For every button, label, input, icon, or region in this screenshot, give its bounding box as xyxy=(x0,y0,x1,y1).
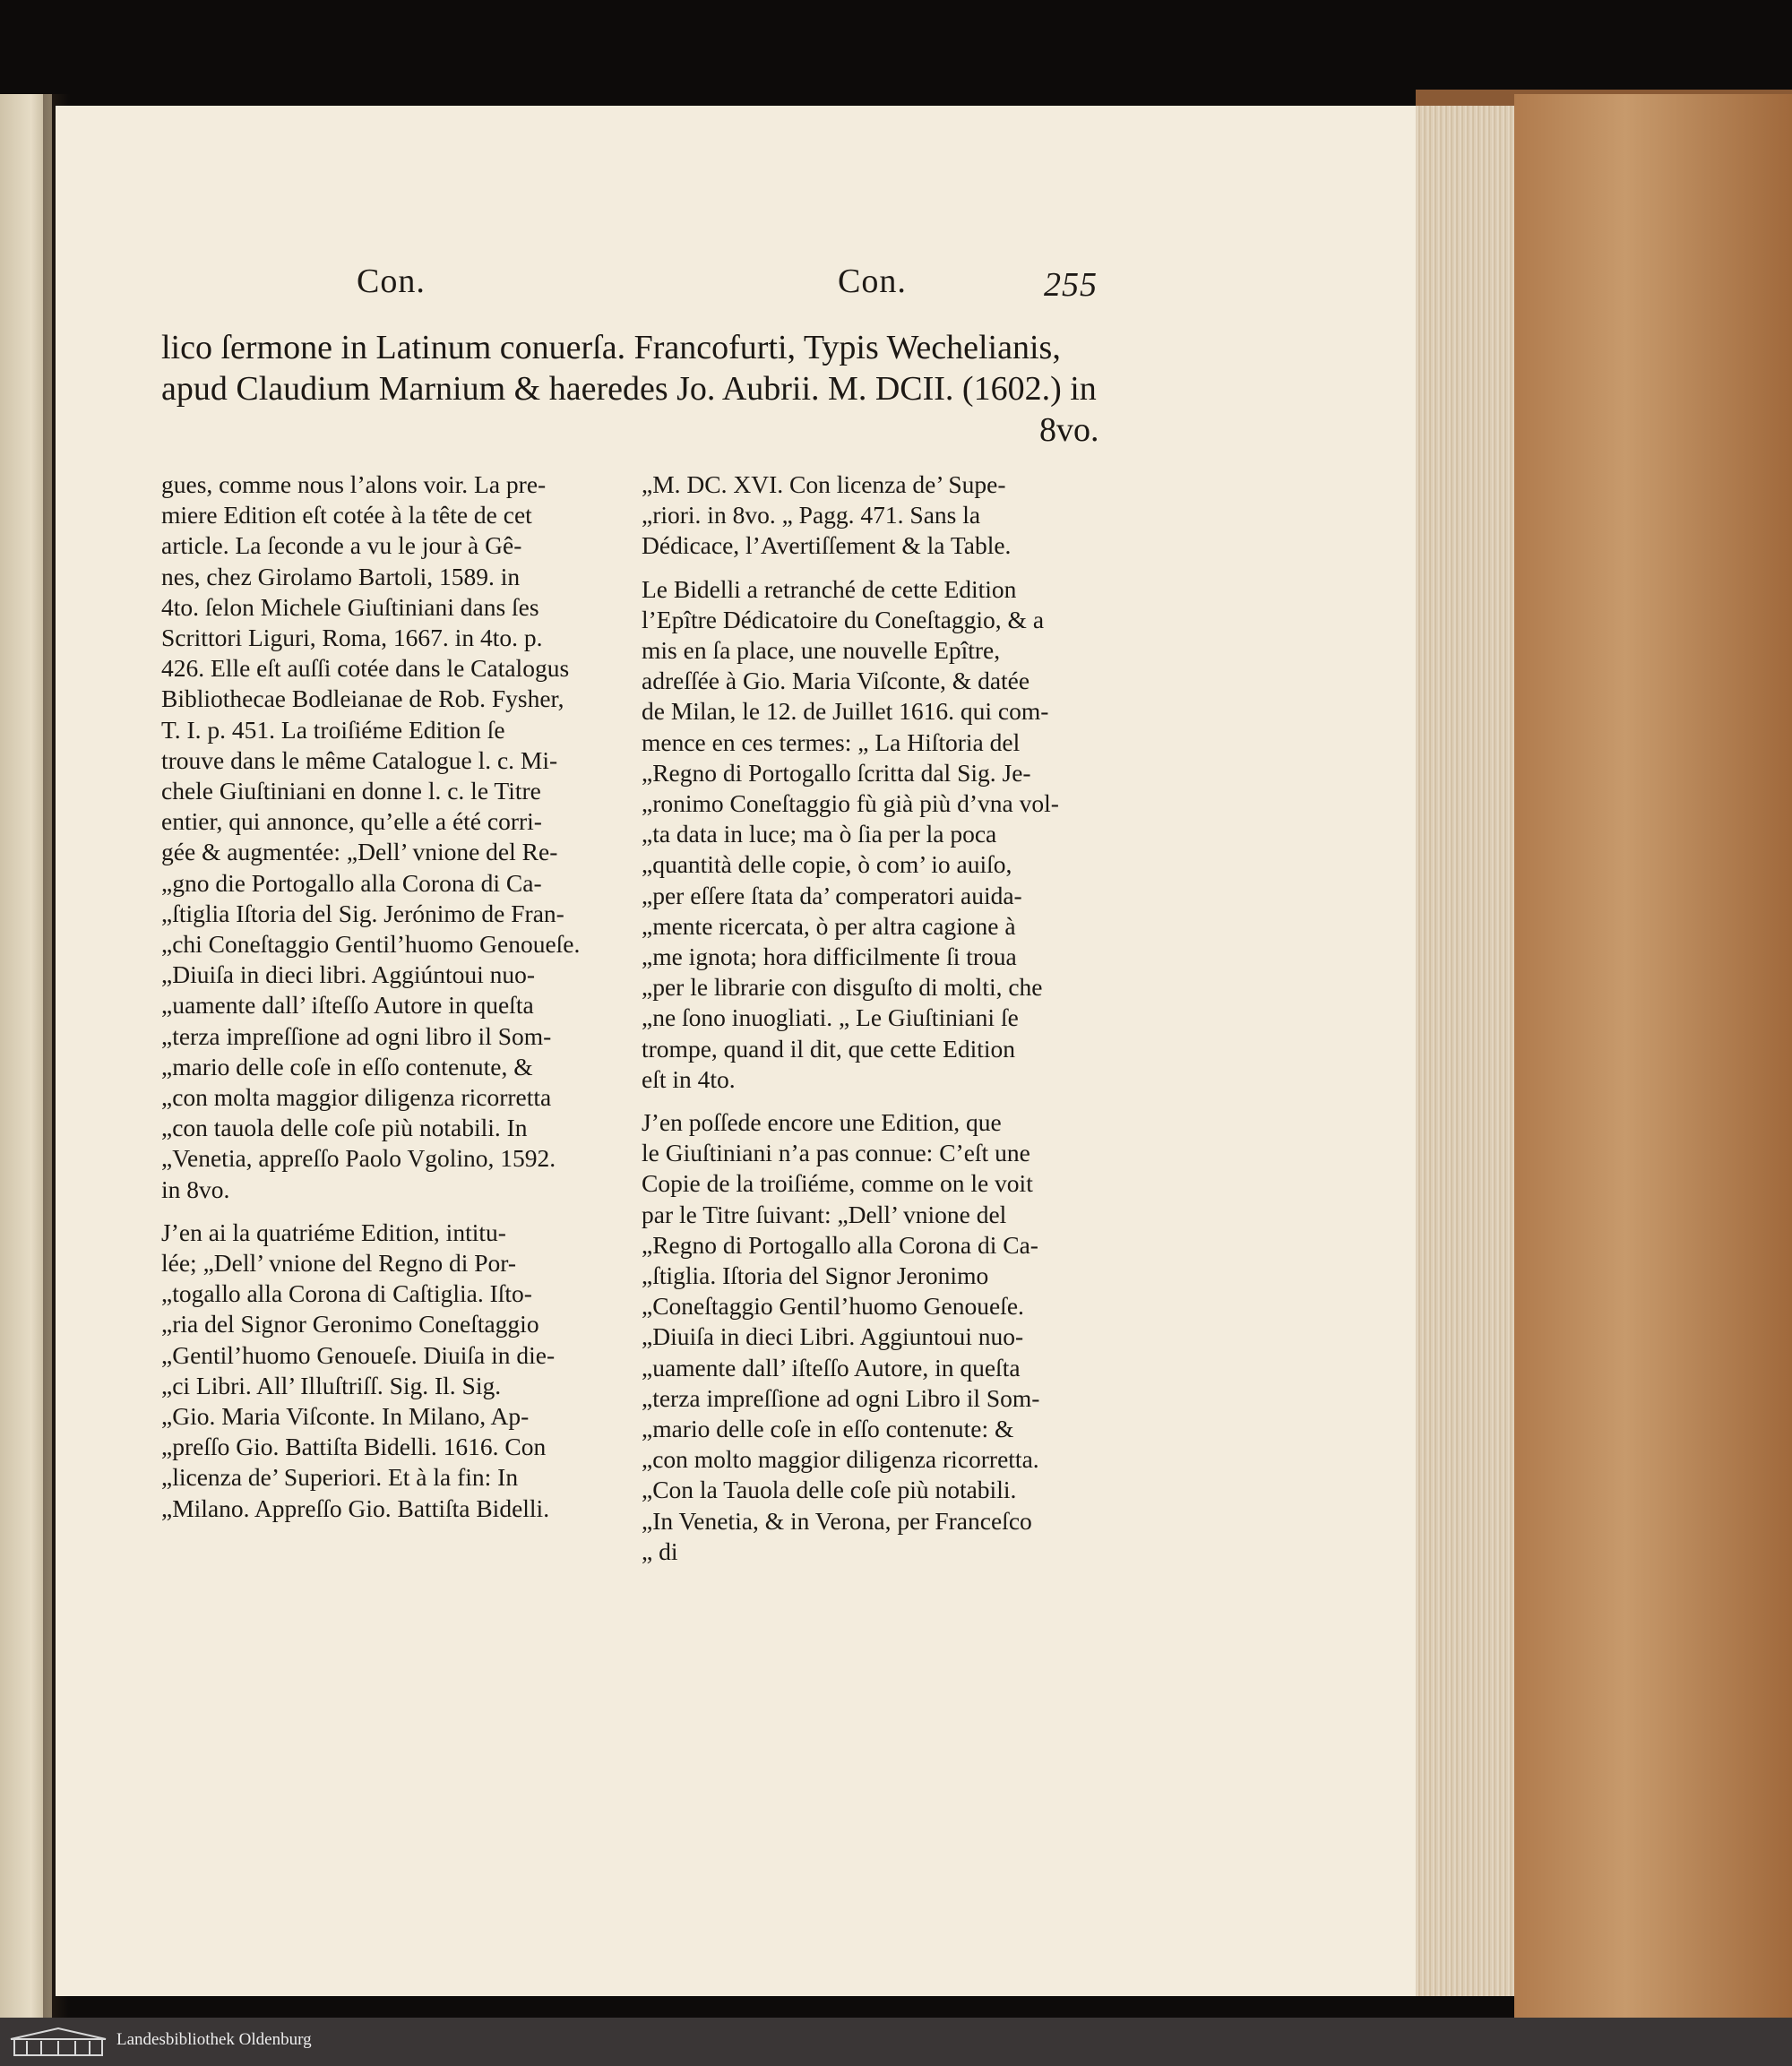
text-line: „riori. in 8vo. „ Pagg. 471. Sans la xyxy=(642,501,981,529)
text-line: eſt in 4to. xyxy=(642,1064,736,1093)
text-line: „uamente dall’ iſteſſo Autore in queſta xyxy=(161,991,534,1020)
text-line: „me ignota; hora difficilmente ſi troua xyxy=(642,943,1017,970)
library-building-icon xyxy=(9,2027,108,2057)
title-line: 8vo. xyxy=(1039,411,1099,449)
text-line: J’en poſſede encore une Edition, que xyxy=(642,1108,1002,1136)
footer-institution: Landesbibliothek Oldenburg xyxy=(116,2030,312,2049)
text-line: lée; „Dell’ vnione del Regno di Por- xyxy=(161,1249,517,1277)
text-line: „togallo alla Corona di Caſtiglia. Iſto- xyxy=(161,1279,532,1308)
text-line: „Regno di Portogallo ſcritta dal Sig. Je- xyxy=(642,758,1031,787)
text-line: l’Epître Dédicatoire du Coneſtaggio, & a xyxy=(642,605,1045,633)
text-line: „con tauola delle coſe più notabili. In xyxy=(161,1114,528,1142)
text-line: mence en ces termes: „ La Hiſtoria del xyxy=(642,727,1021,756)
text-line: 4to. ſelon Michele Giuſtiniani dans ſes xyxy=(161,592,539,621)
text-line: „ne ſono inuogliati. „ Le Giuſtiniani ſe xyxy=(642,1003,1019,1032)
text-line: „Gentil’huomo Genoueſe. Diuiſa in die- xyxy=(161,1340,556,1369)
text-line: „ci Libri. All’ Illuſtriſſ. Sig. Il. Sig. xyxy=(161,1371,502,1399)
running-head-left: Con. xyxy=(357,263,426,300)
title-line: lico ſermone in Latinum conuerſa. Francofurti, Typis Wechelianis, xyxy=(161,329,1061,366)
text-line: „M. DC. XVI. Con licenza de’ Supe- xyxy=(642,470,1006,498)
text-line: 426. Elle eſt auſſi cotée dans le Catalogus xyxy=(161,654,570,683)
text-line: „Diuiſa in dieci libri. Aggiúntoui nuo- xyxy=(161,960,536,989)
text-line: T. I. p. 451. La troiſiéme Edition ſe xyxy=(161,715,505,744)
text-line: „Milano. Appreſſo Gio. Battiſta Bidelli. xyxy=(161,1494,550,1522)
text-line: entier, qui annonce, qu’elle a été corri- xyxy=(161,807,542,836)
running-head-right: Con. xyxy=(838,263,907,300)
page-number: 255 xyxy=(1044,266,1098,304)
text-line: „quantità delle copie, ò com’ io auiſo, xyxy=(642,850,1012,879)
text-line: „chi Coneſtaggio Gentil’huomo Genoueſe. xyxy=(161,930,581,958)
text-line: de Milan, le 12. de Juillet 1616. qui com- xyxy=(642,697,1049,726)
text-line: Copie de la troiſiéme, comme on le voit xyxy=(642,1169,1033,1198)
text-line: „con molta maggior diligenza ricorretta xyxy=(161,1083,552,1111)
book-cover xyxy=(1514,94,1792,2020)
text-line: miere Edition eſt cotée à la tête de cet xyxy=(161,501,532,529)
text-line: „ſtiglia. Iſtoria del Signor Jeronimo xyxy=(642,1261,989,1289)
text-line: „terza impreſſione ad ogni libro il Som- xyxy=(161,1021,552,1050)
text-line: „In Venetia, & in Verona, per Franceſco xyxy=(642,1506,1032,1535)
text-line: nes, chez Girolamo Bartoli, 1589. in xyxy=(161,562,521,590)
text-line: gues, comme nous l’alons voir. La pre- xyxy=(161,470,547,498)
text-line: „ronimo Coneſtaggio fù già più d’vna vol- xyxy=(642,789,1059,817)
text-line: „Con la Tauola delle coſe più notabili. xyxy=(642,1476,1017,1504)
text-line: J’en ai la quatriéme Edition, intitu- xyxy=(161,1218,506,1246)
text-line: Dédicace, l’Avertiſſement & la Table. xyxy=(642,531,1012,560)
text-line: „Gio. Maria Viſconte. In Milano, Ap- xyxy=(161,1402,530,1430)
text-line: trompe, quand il dit, que cette Edition xyxy=(642,1034,1015,1063)
text-line: „per eſſere ſtata da’ comperatori auida- xyxy=(642,881,1022,909)
text-line: „mente ricercata, ò per altra cagione à xyxy=(642,911,1016,940)
text-line: „licenza de’ Superiori. Et à la fin: In xyxy=(161,1463,519,1492)
text-line: „gno die Portogallo alla Corona di Ca- xyxy=(161,868,542,897)
text-line: „Regno di Portogallo alla Corona di Ca- xyxy=(642,1230,1038,1259)
text-line: Le Bidelli a retranché de cette Edition xyxy=(642,574,1017,603)
text-line: gée & augmentée: „Dell’ vnione del Re- xyxy=(161,838,558,866)
text-line: mis en ſa place, une nouvelle Epître, xyxy=(642,636,1001,664)
title-line: apud Claudium Marnium & haeredes Jo. Aubrii. M. DCII. (1602.) in xyxy=(161,370,1097,408)
text-line: „mario delle coſe in eſſo contenute, & xyxy=(161,1052,533,1080)
text-line: „terza impreſſione ad ogni Libro il Som- xyxy=(642,1383,1040,1412)
text-line: trouve dans le même Catalogue l. c. Mi- xyxy=(161,745,558,774)
text-line: „ria del Signor Geronimo Coneſtaggio xyxy=(161,1310,539,1339)
footer-bar xyxy=(0,2018,1792,2066)
text-line: „con molto maggior diligenza ricorretta. xyxy=(642,1445,1039,1474)
text-line: „ſtiglia Iſtoria del Sig. Jerónimo de Fran- xyxy=(161,899,564,927)
text-line: „preſſo Gio. Battiſta Bidelli. 1616. Con xyxy=(161,1433,547,1461)
text-line: „uamente dall’ iſteſſo Autore, in queſta xyxy=(642,1353,1021,1382)
text-line: Scrittori Liguri, Roma, 1667. in 4to. p. xyxy=(161,624,543,651)
text-line: chele Giuſtiniani en donne l. c. le Titre xyxy=(161,777,541,805)
text-line: „mario delle coſe in eſſo contenute: & xyxy=(642,1415,1014,1442)
text-line: „ta data in luce; ma ò ſia per la poca xyxy=(642,820,997,848)
text-line: „ di xyxy=(642,1537,678,1565)
text-line: adreſſée à Gio. Maria Viſconte, & datée xyxy=(642,667,1030,695)
text-line: „Diuiſa in dieci Libri. Aggiuntoui nuo- xyxy=(642,1322,1024,1351)
text-line: „per le librarie con disguſto di molti, che xyxy=(642,973,1043,1002)
text-line: article. La ſeconde a vu le jour à Gê- xyxy=(161,531,522,560)
text-line: „Coneſtaggio Gentil’huomo Genoueſe. xyxy=(642,1292,1024,1321)
page-fore-edge xyxy=(1416,106,1514,1996)
text-line: „Venetia, appreſſo Paolo Vgolino, 1592. xyxy=(161,1144,556,1173)
text-line: par le Titre ſuivant: „Dell’ vnione del xyxy=(642,1200,1007,1228)
text-line: Bibliothecae Bodleianae de Rob. Fysher, xyxy=(161,684,564,713)
text-line: in 8vo. xyxy=(161,1175,230,1203)
text-line: le Giuſtiniani n’a pas connue: C’eſt une xyxy=(642,1139,1030,1167)
